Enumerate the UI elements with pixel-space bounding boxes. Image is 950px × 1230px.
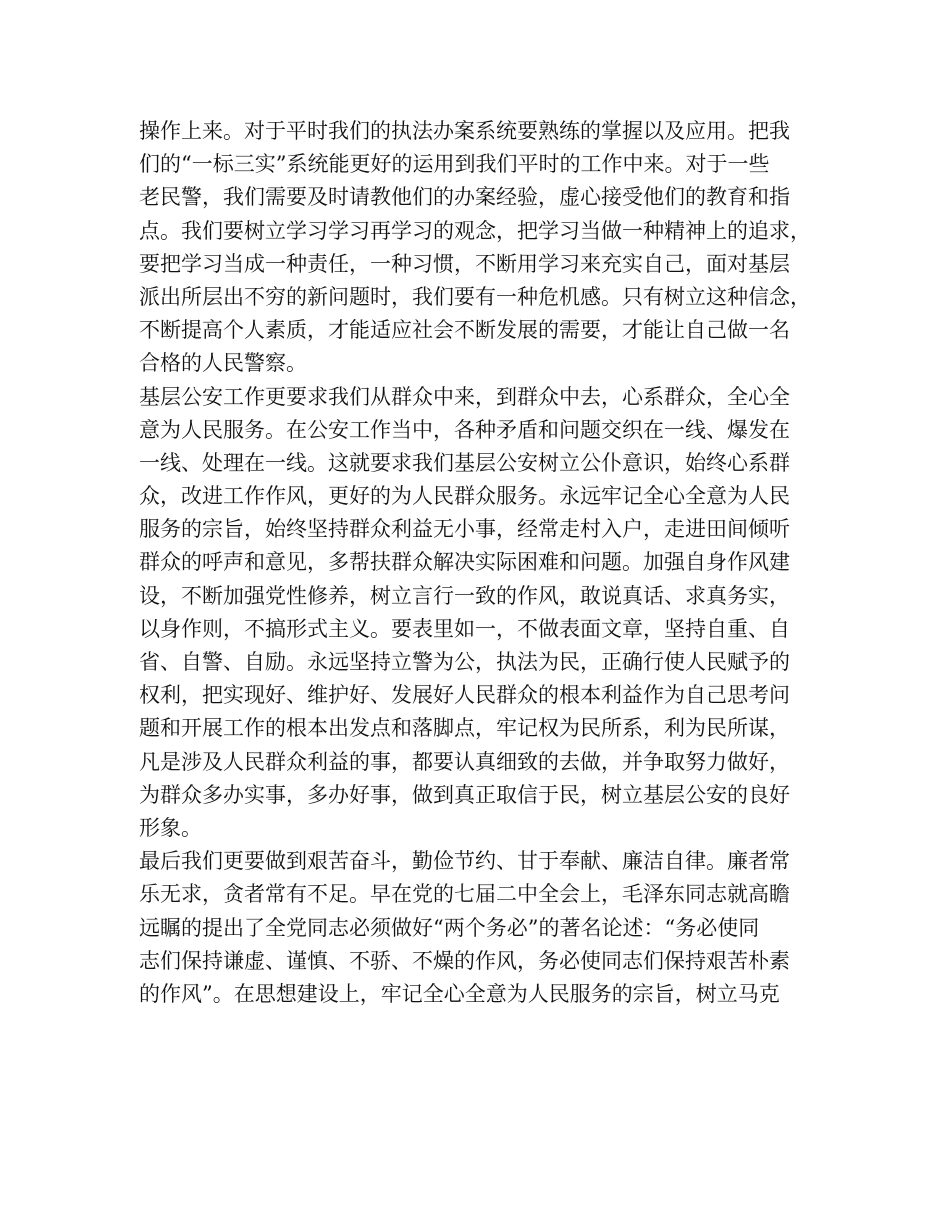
- text-line: 乐无求，贪者常有不足。早在党的七届二中全会上，毛泽东同志就高瞻: [139, 882, 790, 907]
- text-line: 派出所层出不穷的新问题时，我们要有一种危机感。只有树立这种信念，: [139, 284, 811, 309]
- text-line: 基层公安工作更要求我们从群众中来，到群众中去，心系群众，全心全: [139, 384, 790, 409]
- text-line: 们的“一标三实”系统能更好的运用到我们平时的工作中来。对于一些: [139, 152, 770, 177]
- text-line: 服务的宗旨，始终坚持群众利益无小事，经常走村入户，走进田间倾听: [139, 517, 790, 542]
- paragraph: [139, 845, 829, 1011]
- text-line: 老民警，我们需要及时请教他们的办案经验，虚心接受他们的教育和指: [139, 185, 790, 210]
- text-line: 凡是涉及人民群众利益的事，都要认真细致的去做，并争取努力做好，: [139, 749, 790, 774]
- text-line: 众，改进工作作风，更好的为人民群众服务。永远牢记全心全意为人民: [139, 484, 790, 509]
- text-line: 一线、处理在一线。这就要求我们基层公安树立公仆意识，始终心系群: [139, 450, 790, 475]
- text-line: 的作风”。在思想建设上，牢记全心全意为人民服务的宗旨，树立马克: [139, 981, 780, 1006]
- text-line: 意为人民服务。在公安工作当中，各种矛盾和问题交织在一线、爆发在: [139, 417, 790, 442]
- text-line: 题和开展工作的根本出发点和落脚点，牢记权为民所系，利为民所谋，: [139, 716, 790, 741]
- text-line: 设，不断加强党性修养，树立言行一致的作风，敢说真话、求真务实，: [139, 583, 790, 608]
- text-line: 形象。: [139, 815, 202, 840]
- text-line: 操作上来。对于平时我们的执法办案系统要熟练的掌握以及应用。把我: [139, 119, 790, 143]
- text-line: 不断提高个人素质，才能适应社会不断发展的需要，才能让自己做一名: [139, 318, 790, 343]
- text-line: 省、自警、自励。永远坚持立警为公，执法为民，正确行使人民赋予的: [139, 650, 790, 674]
- text-line: 合格的人民警察。: [139, 351, 307, 376]
- text-line: 志们保持谦虚、谨慎、不骄、不燥的作风，务必使同志们保持艰苦朴素: [139, 948, 790, 973]
- paragraph: [139, 381, 829, 846]
- text-line: 要把学习当成一种责任，一种习惯，不断用学习来充实自己，面对基层: [139, 251, 790, 276]
- text-line: 权利，把实现好、维护好、发展好人民群众的根本利益作为自己思考问: [139, 683, 790, 708]
- text-line: 为群众多办实事，多办好事，做到真正取信于民，树立基层公安的良好: [139, 782, 790, 807]
- text-line: 群众的呼声和意见，多帮扶群众解决实际困难和问题。加强自身作风建: [139, 550, 790, 575]
- text-line: 最后我们更要做到艰苦奋斗，勤俭节约、甘于奉献、廉洁自律。廉者常: [139, 849, 790, 874]
- text-line: 以身作则，不搞形式主义。要表里如一，不做表面文章，坚持自重、自: [139, 616, 790, 641]
- document-body: [139, 115, 829, 1011]
- text-line: 远瞩的提出了全党同志必须做好“两个务必”的著名论述：“务必使同: [139, 915, 760, 940]
- text-line: 点。我们要树立学习学习再学习的观念，把学习当做一种精神上的追求，: [139, 218, 811, 243]
- paragraph: [139, 115, 829, 381]
